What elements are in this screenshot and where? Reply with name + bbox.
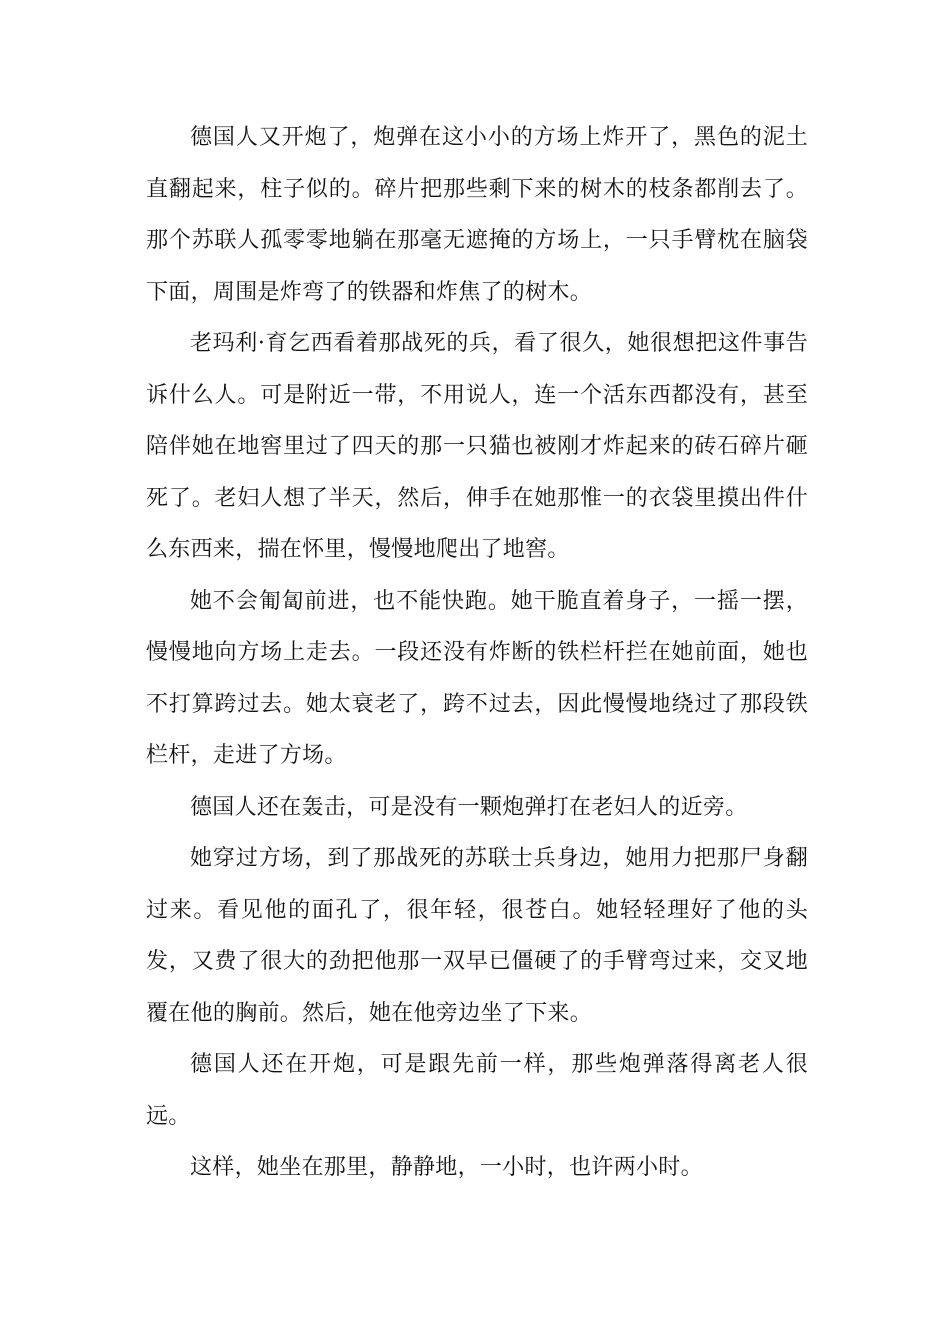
paragraph-6: 德国人还在开炮，可是跟先前一样，那些炮弹落得离老人很远。 (146, 1052, 808, 1129)
paragraph-2: 老玛利·育乞西看着那战死的兵，看了很久，她很想把这件事告诉什么人。可是附近一带，不用说人，连一个活东西都没有，甚至陪伴她在地窖里过了四天的那一只猫也被刚才炸起来的砖石碎片砸死了。老妇人想了半天，然后，伸手在她那惟一的衣袋里摸出件什么东西来，揣在怀里，慢慢地爬出了地窖。 (146, 331, 808, 562)
paragraph-7: 这样，她坐在那里，静静地，一小时，也许两小时。 (190, 1155, 703, 1180)
paragraph-3: 她不会匍匐前进，也不能快跑。她干脆直着身子，一摇一摆，慢慢地向方场上走去。一段还没有炸断的铁栏杆拦在她前面，她也不打算跨过去。她太衰老了，跨不过去，因此慢慢地绕过了那段铁栏杆，走进了方场。 (146, 588, 808, 768)
paragraph-4: 德国人还在轰击，可是没有一颗炮弹打在老妇人的近旁。 (190, 794, 748, 820)
paragraph-1: 德国人又开炮了，炮弹在这小小的方场上炸开了，黑色的泥土直翻起来，柱子似的。碎片把那些剩下来的树木的枝条都削去了。那个苏联人孤零零地躺在那毫无遮掩的方场上，一只手臂枕在脑袋下面，周围是炸弯了的铁器和炸焦了的树木。 (146, 125, 808, 305)
document-body (146, 112, 808, 1194)
paragraph-5: 她穿过方场，到了那战死的苏联士兵身边，她用力把那尸身翻过来。看见他的面孔了，很年轻，很苍白。她轻轻理好了他的头发，又费了很大的劲把他那一双早已僵硬了的手臂弯过来，交叉地覆在他的胸前。然后，她在他旁边坐了下来。 (146, 846, 808, 1026)
